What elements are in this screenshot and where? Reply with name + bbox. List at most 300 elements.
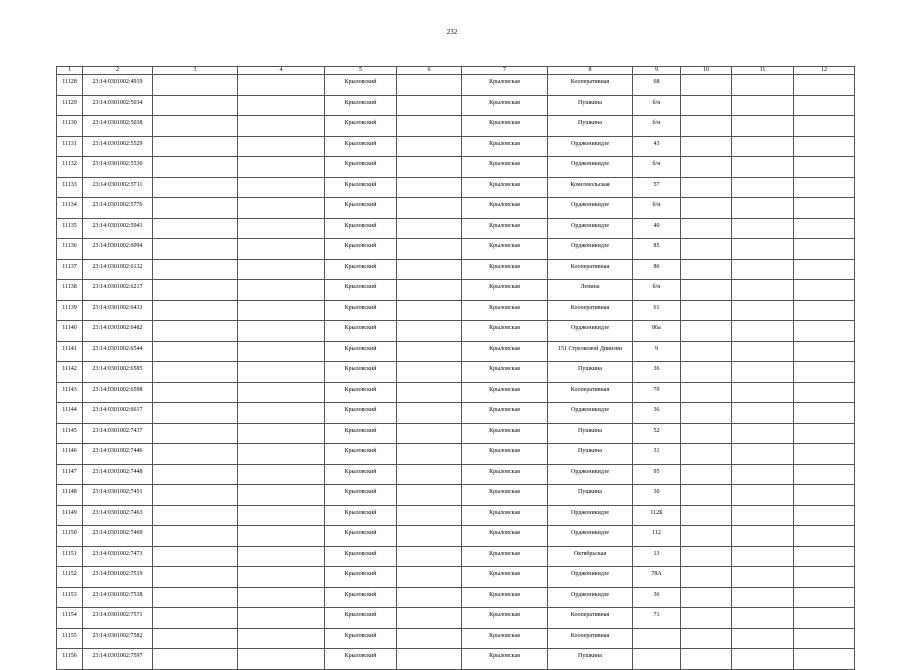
table-cell-col-2: 23:14:0301002:7469 [83, 526, 153, 547]
table-cell-col-7: Крыловская [462, 567, 548, 588]
table-cell-col-9: 31 [633, 444, 681, 465]
table-cell-col-12 [794, 382, 855, 403]
table-cell-col-4 [238, 239, 325, 260]
table-cell-col-6 [397, 423, 462, 444]
table-cell-col-11 [732, 239, 794, 260]
table-cell-col-6 [397, 321, 462, 342]
table-row [57, 362, 855, 383]
table-cell-col-3 [153, 136, 238, 157]
table-cell-col-10 [681, 177, 732, 198]
table-cell-col-6 [397, 177, 462, 198]
table-cell-col-7: Крыловская [462, 464, 548, 485]
table-cell-col-2: 23:14:0301002:6217 [83, 280, 153, 301]
table-cell-col-10 [681, 75, 732, 96]
table-cell-col-2: 23:14:0301002:7473 [83, 546, 153, 567]
table-cell-col-12 [794, 608, 855, 629]
table-cell-col-5: Крыловский [325, 567, 397, 588]
table-cell-col-5: Крыловский [325, 505, 397, 526]
table-cell-col-11 [732, 546, 794, 567]
table-cell-col-12 [794, 95, 855, 116]
table-cell-col-4 [238, 136, 325, 157]
table-cell-col-10 [681, 505, 732, 526]
table-cell-col-11 [732, 608, 794, 629]
table-cell-col-5: Крыловский [325, 382, 397, 403]
table-cell-col-7: Крыловская [462, 157, 548, 178]
table-cell-col-6 [397, 444, 462, 465]
table-cell-col-10 [681, 382, 732, 403]
table-cell-col-7: Крыловская [462, 75, 548, 96]
table-cell-col-1: 11131 [57, 136, 83, 157]
table-cell-col-12 [794, 239, 855, 260]
table-cell-col-8: Кооперативная [548, 628, 633, 649]
table-cell-col-12 [794, 444, 855, 465]
table-cell-col-3 [153, 239, 238, 260]
table-cell-col-2: 23:14:0301002:7437 [83, 423, 153, 444]
table-cell-col-11 [732, 526, 794, 547]
table-body [57, 75, 855, 670]
table-row [57, 177, 855, 198]
table-cell-col-4 [238, 75, 325, 96]
table-cell-col-7: Крыловская [462, 382, 548, 403]
table-cell-col-11 [732, 75, 794, 96]
table-row [57, 239, 855, 260]
column-header-8: 8 [548, 67, 633, 75]
table-cell-col-7: Крыловская [462, 546, 548, 567]
table-cell-col-11 [732, 321, 794, 342]
table-cell-col-1: 11142 [57, 362, 83, 383]
table-cell-col-1: 11153 [57, 587, 83, 608]
table-cell-col-12 [794, 177, 855, 198]
table-cell-col-8: Кооперативная [548, 608, 633, 629]
table-cell-col-3 [153, 608, 238, 629]
column-header-10: 10 [681, 67, 732, 75]
table-cell-col-9: 61 [633, 300, 681, 321]
table-cell-col-10 [681, 321, 732, 342]
table-cell-col-2: 23:14:0301002:4919 [83, 75, 153, 96]
table-cell-col-10 [681, 587, 732, 608]
table-cell-col-7: Крыловская [462, 280, 548, 301]
table-cell-col-1: 11129 [57, 95, 83, 116]
table-cell-col-12 [794, 546, 855, 567]
table-row [57, 157, 855, 178]
table-cell-col-1: 11134 [57, 198, 83, 219]
table-cell-col-8: Орджоникидзе [548, 464, 633, 485]
table-cell-col-9 [633, 628, 681, 649]
table-cell-col-8: Орджоникидзе [548, 587, 633, 608]
table-cell-col-9: б/н [633, 198, 681, 219]
table-cell-col-3 [153, 362, 238, 383]
table-cell-col-8: Кооперативная [548, 75, 633, 96]
table-cell-col-12 [794, 649, 855, 670]
table-cell-col-8: Комсомольская [548, 177, 633, 198]
table-cell-col-8: Орджоникидзе [548, 403, 633, 424]
table-cell-col-10 [681, 526, 732, 547]
table-cell-col-4 [238, 321, 325, 342]
table-cell-col-12 [794, 485, 855, 506]
table-row [57, 280, 855, 301]
table-cell-col-10 [681, 341, 732, 362]
table-cell-col-4 [238, 485, 325, 506]
table-cell-col-4 [238, 403, 325, 424]
table-row [57, 464, 855, 485]
table-cell-col-6 [397, 136, 462, 157]
table-cell-col-6 [397, 362, 462, 383]
table-cell-col-12 [794, 116, 855, 137]
table-cell-col-7: Крыловская [462, 403, 548, 424]
table-cell-col-6 [397, 280, 462, 301]
table-cell-col-8: Орджоникидзе [548, 505, 633, 526]
table-cell-col-2: 23:14:0301002:5776 [83, 198, 153, 219]
table-cell-col-5: Крыловский [325, 321, 397, 342]
table-cell-col-1: 11136 [57, 239, 83, 260]
table-cell-col-3 [153, 95, 238, 116]
table-cell-col-10 [681, 95, 732, 116]
table-row [57, 505, 855, 526]
table-cell-col-5: Крыловский [325, 116, 397, 137]
table-cell-col-1: 11151 [57, 546, 83, 567]
table-cell-col-2: 23:14:0301002:7451 [83, 485, 153, 506]
table-cell-col-9: 57 [633, 177, 681, 198]
table-cell-col-4 [238, 423, 325, 444]
table-cell-col-8: Орджоникидзе [548, 218, 633, 239]
table-cell-col-9: б/н [633, 116, 681, 137]
table-cell-col-6 [397, 485, 462, 506]
table-cell-col-7: Крыловская [462, 259, 548, 280]
table-cell-col-12 [794, 136, 855, 157]
table-cell-col-1: 11149 [57, 505, 83, 526]
table-cell-col-12 [794, 280, 855, 301]
table-row [57, 403, 855, 424]
table-cell-col-4 [238, 198, 325, 219]
table-cell-col-3 [153, 259, 238, 280]
table-cell-col-12 [794, 218, 855, 239]
table-cell-col-1: 11137 [57, 259, 83, 280]
table-cell-col-4 [238, 464, 325, 485]
table-cell-col-10 [681, 218, 732, 239]
table-row [57, 136, 855, 157]
table-cell-col-4 [238, 587, 325, 608]
table-cell-col-6 [397, 157, 462, 178]
table-cell-col-8: Пушкина [548, 362, 633, 383]
table-cell-col-2: 23:14:0301002:6433 [83, 300, 153, 321]
table-cell-col-9: 52 [633, 423, 681, 444]
table-cell-col-8: Орджоникидзе [548, 239, 633, 260]
table-cell-col-12 [794, 341, 855, 362]
table-cell-col-8: Орджоникидзе [548, 157, 633, 178]
table-cell-col-1: 11128 [57, 75, 83, 96]
table-cell-col-1: 11150 [57, 526, 83, 547]
table-cell-col-5: Крыловский [325, 239, 397, 260]
table-row [57, 198, 855, 219]
table-cell-col-1: 11147 [57, 464, 83, 485]
table-cell-col-4 [238, 546, 325, 567]
table-cell-col-4 [238, 505, 325, 526]
table-cell-col-11 [732, 444, 794, 465]
table-cell-col-11 [732, 403, 794, 424]
table-cell-col-12 [794, 198, 855, 219]
table-cell-col-3 [153, 649, 238, 670]
table-cell-col-9: 68 [633, 75, 681, 96]
table-cell-col-10 [681, 464, 732, 485]
table-cell-col-3 [153, 505, 238, 526]
header-row [57, 67, 855, 75]
table-cell-col-2: 23:14:0301002:5711 [83, 177, 153, 198]
column-header-6: 6 [397, 67, 462, 75]
table-cell-col-10 [681, 239, 732, 260]
table-cell-col-9: 36 [633, 362, 681, 383]
table-cell-col-12 [794, 526, 855, 547]
table-cell-col-6 [397, 341, 462, 362]
table-cell-col-1: 11143 [57, 382, 83, 403]
table-cell-col-1: 11145 [57, 423, 83, 444]
table-cell-col-12 [794, 157, 855, 178]
table-cell-col-7: Крыловская [462, 628, 548, 649]
table-cell-col-12 [794, 362, 855, 383]
column-header-1: 1 [57, 67, 83, 75]
table-cell-col-3 [153, 321, 238, 342]
table-cell-col-5: Крыловский [325, 198, 397, 219]
table-cell-col-5: Крыловский [325, 628, 397, 649]
table-cell-col-10 [681, 444, 732, 465]
table-cell-col-2: 23:14:0301002:7463 [83, 505, 153, 526]
table-cell-col-6 [397, 300, 462, 321]
table-cell-col-2: 23:14:0301002:7519 [83, 567, 153, 588]
table-cell-col-11 [732, 300, 794, 321]
table-cell-col-1: 11154 [57, 608, 83, 629]
table-cell-col-9: 70 [633, 382, 681, 403]
table-cell-col-11 [732, 362, 794, 383]
table-cell-col-11 [732, 116, 794, 137]
table-cell-col-3 [153, 218, 238, 239]
table-cell-col-6 [397, 259, 462, 280]
table-cell-col-2: 23:14:0301002:7582 [83, 628, 153, 649]
table-cell-col-7: Крыловская [462, 485, 548, 506]
table-cell-col-5: Крыловский [325, 464, 397, 485]
table-cell-col-5: Крыловский [325, 587, 397, 608]
table-cell-col-9: 43 [633, 136, 681, 157]
table-cell-col-2: 23:14:0301002:5034 [83, 95, 153, 116]
table-row [57, 567, 855, 588]
table-cell-col-7: Крыловская [462, 444, 548, 465]
table-cell-col-11 [732, 485, 794, 506]
table-cell-col-8: Пушкина [548, 444, 633, 465]
table-cell-col-5: Крыловский [325, 157, 397, 178]
table-row [57, 259, 855, 280]
table-cell-col-3 [153, 198, 238, 219]
table-cell-col-10 [681, 649, 732, 670]
registry-table [56, 66, 855, 670]
table-cell-col-8: Орджоникидзе [548, 526, 633, 547]
table-cell-col-4 [238, 382, 325, 403]
table-cell-col-4 [238, 444, 325, 465]
table-cell-col-3 [153, 300, 238, 321]
table-row [57, 382, 855, 403]
table-cell-col-11 [732, 136, 794, 157]
table-cell-col-5: Крыловский [325, 280, 397, 301]
table-cell-col-1: 11152 [57, 567, 83, 588]
table-row [57, 444, 855, 465]
table-cell-col-5: Крыловский [325, 136, 397, 157]
table-cell-col-3 [153, 587, 238, 608]
table-header [57, 67, 855, 75]
table-cell-col-7: Крыловская [462, 526, 548, 547]
table-cell-col-2: 23:14:0301002:7538 [83, 587, 153, 608]
table-cell-col-3 [153, 341, 238, 362]
table-cell-col-9: б/н [633, 95, 681, 116]
table-cell-col-1: 11146 [57, 444, 83, 465]
table-cell-col-11 [732, 95, 794, 116]
table-cell-col-1: 11130 [57, 116, 83, 137]
table-cell-col-5: Крыловский [325, 649, 397, 670]
table-cell-col-12 [794, 628, 855, 649]
table-cell-col-8: 151 Стрелковой Дивизии [548, 341, 633, 362]
table-cell-col-8: Пушкина [548, 485, 633, 506]
table-cell-col-9: 85 [633, 239, 681, 260]
table-cell-col-1: 11144 [57, 403, 83, 424]
table-cell-col-8: Кооперативная [548, 300, 633, 321]
table-cell-col-6 [397, 75, 462, 96]
table-cell-col-6 [397, 628, 462, 649]
table-cell-col-4 [238, 526, 325, 547]
table-cell-col-6 [397, 95, 462, 116]
column-header-5: 5 [325, 67, 397, 75]
table-cell-col-4 [238, 628, 325, 649]
table-cell-col-12 [794, 567, 855, 588]
table-cell-col-11 [732, 423, 794, 444]
table-cell-col-6 [397, 116, 462, 137]
table-cell-col-3 [153, 177, 238, 198]
table-cell-col-6 [397, 587, 462, 608]
table-cell-col-9 [633, 649, 681, 670]
table-cell-col-2: 23:14:0301002:5941 [83, 218, 153, 239]
table-cell-col-6 [397, 464, 462, 485]
table-cell-col-12 [794, 505, 855, 526]
table-row [57, 608, 855, 629]
table-cell-col-12 [794, 423, 855, 444]
table-cell-col-10 [681, 423, 732, 444]
table-cell-col-7: Крыловская [462, 608, 548, 629]
table-cell-col-2: 23:14:0301002:6482 [83, 321, 153, 342]
table-cell-col-1: 11132 [57, 157, 83, 178]
table-cell-col-8: Пушкина [548, 423, 633, 444]
table-cell-col-12 [794, 259, 855, 280]
table-cell-col-1: 11139 [57, 300, 83, 321]
table-cell-col-8: Пушкина [548, 95, 633, 116]
table-cell-col-9: 95 [633, 464, 681, 485]
table-cell-col-1: 11141 [57, 341, 83, 362]
table-cell-col-3 [153, 526, 238, 547]
table-cell-col-7: Крыловская [462, 116, 548, 137]
table-cell-col-7: Крыловская [462, 198, 548, 219]
table-cell-col-12 [794, 464, 855, 485]
table-row [57, 95, 855, 116]
table-cell-col-6 [397, 382, 462, 403]
table-cell-col-9: 112 [633, 526, 681, 547]
table-cell-col-6 [397, 546, 462, 567]
table-cell-col-5: Крыловский [325, 341, 397, 362]
table-cell-col-5: Крыловский [325, 218, 397, 239]
table-cell-col-11 [732, 280, 794, 301]
table-row [57, 341, 855, 362]
table-cell-col-9: 9 [633, 341, 681, 362]
table-cell-col-4 [238, 218, 325, 239]
table-cell-col-5: Крыловский [325, 608, 397, 629]
table-cell-col-3 [153, 485, 238, 506]
table-row [57, 526, 855, 547]
table-cell-col-6 [397, 608, 462, 629]
table-cell-col-11 [732, 177, 794, 198]
table-cell-col-4 [238, 177, 325, 198]
table-cell-col-9: 36 [633, 403, 681, 424]
column-header-11: 11 [732, 67, 794, 75]
page-number: 232 [446, 28, 458, 36]
table-cell-col-10 [681, 485, 732, 506]
table-cell-col-7: Крыловская [462, 239, 548, 260]
table-cell-col-9: б/н [633, 157, 681, 178]
table-cell-col-10 [681, 198, 732, 219]
table-cell-col-7: Крыловская [462, 423, 548, 444]
table-cell-col-8: Кооперативная [548, 259, 633, 280]
table-cell-col-3 [153, 157, 238, 178]
table-cell-col-3 [153, 423, 238, 444]
table-cell-col-12 [794, 321, 855, 342]
table-cell-col-8: Орджоникидзе [548, 567, 633, 588]
table-cell-col-12 [794, 403, 855, 424]
table-cell-col-2: 23:14:0301002:5529 [83, 136, 153, 157]
table-cell-col-10 [681, 608, 732, 629]
table-cell-col-6 [397, 198, 462, 219]
table-cell-col-10 [681, 116, 732, 137]
table-cell-col-4 [238, 259, 325, 280]
table-cell-col-11 [732, 587, 794, 608]
table-cell-col-10 [681, 362, 732, 383]
table-cell-col-9: 40 [633, 218, 681, 239]
table-cell-col-6 [397, 505, 462, 526]
table-cell-col-9: 78А [633, 567, 681, 588]
table-cell-col-10 [681, 157, 732, 178]
table-cell-col-11 [732, 567, 794, 588]
table-cell-col-11 [732, 382, 794, 403]
table-row [57, 321, 855, 342]
table-cell-col-3 [153, 75, 238, 96]
table-cell-col-9: 112Б [633, 505, 681, 526]
table-cell-col-5: Крыловский [325, 259, 397, 280]
table-cell-col-10 [681, 403, 732, 424]
table-cell-col-10 [681, 546, 732, 567]
table-cell-col-3 [153, 464, 238, 485]
table-cell-col-7: Крыловская [462, 218, 548, 239]
table-cell-col-5: Крыловский [325, 300, 397, 321]
table-cell-col-9: 13 [633, 546, 681, 567]
table-cell-col-9: 71 [633, 608, 681, 629]
table-cell-col-10 [681, 280, 732, 301]
table-cell-col-6 [397, 403, 462, 424]
table-cell-col-10 [681, 567, 732, 588]
table-row [57, 587, 855, 608]
table-cell-col-11 [732, 628, 794, 649]
table-cell-col-11 [732, 464, 794, 485]
table-cell-col-11 [732, 341, 794, 362]
table-cell-col-2: 23:14:0301002:6132 [83, 259, 153, 280]
table-cell-col-5: Крыловский [325, 444, 397, 465]
table-cell-col-4 [238, 341, 325, 362]
table-cell-col-5: Крыловский [325, 423, 397, 444]
column-header-3: 3 [153, 67, 238, 75]
table-cell-col-3 [153, 444, 238, 465]
table-cell-col-2: 23:14:0301002:6617 [83, 403, 153, 424]
table-cell-col-4 [238, 95, 325, 116]
table-row [57, 116, 855, 137]
